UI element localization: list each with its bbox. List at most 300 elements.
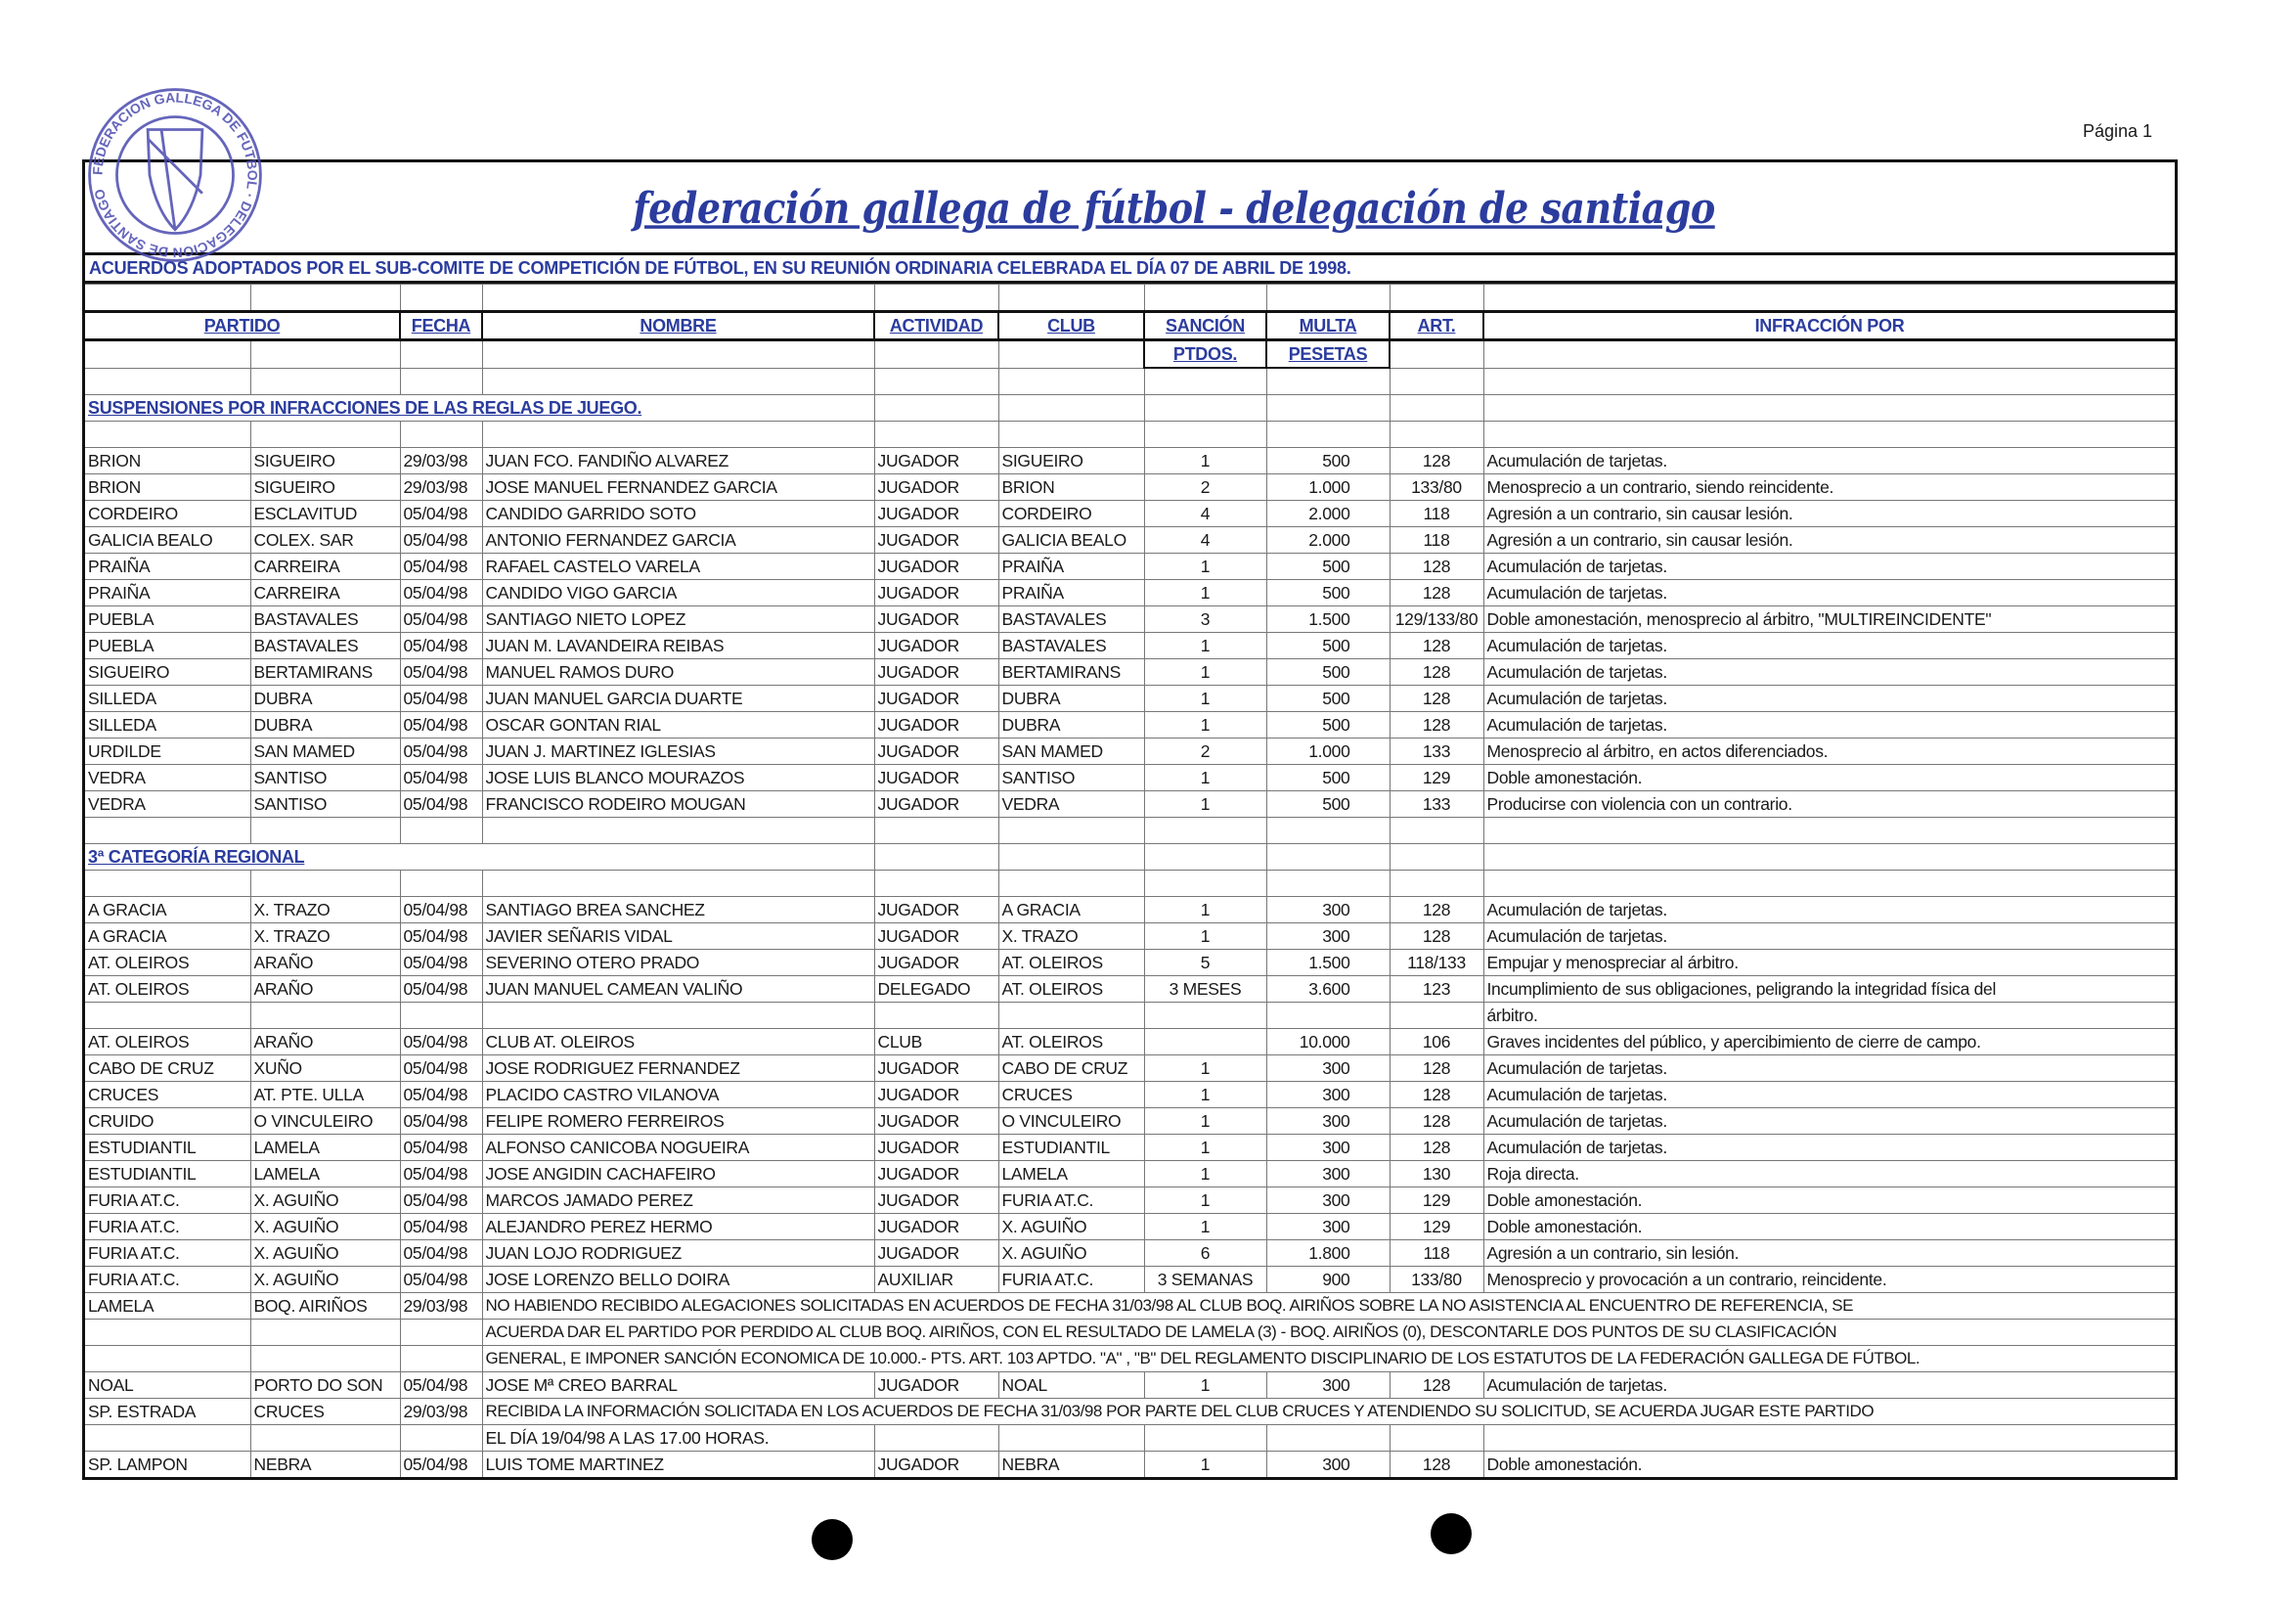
table-row	[85, 1399, 2175, 1425]
cell-infraccion: Doble amonestación.	[1483, 765, 2175, 791]
cell-actividad: DELEGADO	[874, 976, 998, 1003]
cell-multa: 1.500	[1266, 950, 1390, 976]
cell-art: 106	[1390, 1029, 1483, 1055]
cell-nombre: JOSE Mª CREO BARRAL	[482, 1372, 874, 1399]
table-row	[85, 765, 2175, 791]
table-row	[85, 712, 2175, 739]
cell-sancion: 1	[1144, 686, 1266, 712]
cell-fecha	[400, 1346, 482, 1372]
cell-nombre: JUAN J. MARTINEZ IGLESIAS	[482, 739, 874, 765]
cell-partido-home: AT. OLEIROS	[85, 1029, 250, 1055]
cell-partido-away: BASTAVALES	[250, 606, 400, 633]
cell-partido-away	[250, 1320, 400, 1346]
cell-club: SAN MAMED	[998, 739, 1144, 765]
cell-nombre: JUAN MANUEL CAMEAN VALIÑO	[482, 976, 874, 1003]
cell-art: 128	[1390, 659, 1483, 686]
cell-multa: 2.000	[1266, 501, 1390, 527]
cell-sancion: 1	[1144, 1452, 1266, 1479]
cell-sancion: 1	[1144, 897, 1266, 923]
table-row	[85, 501, 2175, 527]
col-sancion: SANCIÓN	[1144, 312, 1266, 340]
cell-infraccion: Acumulación de tarjetas.	[1483, 633, 2175, 659]
cell-infraccion: Doble amonestación, menosprecio al árbitro, "MULTIREINCIDENTE"	[1483, 606, 2175, 633]
title-row	[85, 162, 2175, 255]
cell-sancion: 1	[1144, 1135, 1266, 1161]
table-row	[85, 791, 2175, 818]
table-row	[85, 950, 2175, 976]
cell-infraccion: Empujar y menospreciar al árbitro.	[1483, 950, 2175, 976]
resolution-note: NO HABIENDO RECIBIDO ALEGACIONES SOLICITADAS EN ACUERDOS DE FECHA 31/03/98 AL CLUB BOQ. AIRIÑOS SOBRE LA NO ASISTENCIA AL ENCUENTRO DE REFERENCIA, SE	[482, 1293, 2175, 1320]
cell-sancion: 6	[1144, 1240, 1266, 1267]
cell-actividad: JUGADOR	[874, 448, 998, 474]
cell-club: A GRACIA	[998, 897, 1144, 923]
cell-actividad	[874, 1425, 998, 1452]
cell-nombre: EL DÍA 19/04/98 A LAS 17.00 HORAS.	[482, 1425, 874, 1452]
cell-nombre: JUAN FCO. FANDIÑO ALVAREZ	[482, 448, 874, 474]
cell-multa: 300	[1266, 1187, 1390, 1214]
cell-art: 128	[1390, 580, 1483, 606]
cell-multa: 1.500	[1266, 606, 1390, 633]
cell-art: 118	[1390, 1240, 1483, 1267]
cell-sancion: 1	[1144, 554, 1266, 580]
cell-partido-away: ARAÑO	[250, 950, 400, 976]
cell-partido-home: SP. ESTRADA	[85, 1399, 250, 1425]
cell-fecha: 05/04/98	[400, 950, 482, 976]
cell-fecha	[400, 1320, 482, 1346]
cell-infraccion	[1483, 1425, 2175, 1452]
cell-fecha: 05/04/98	[400, 1161, 482, 1187]
cell-nombre: MANUEL RAMOS DURO	[482, 659, 874, 686]
cell-multa: 300	[1266, 1372, 1390, 1399]
cell-sancion: 1	[1144, 1055, 1266, 1082]
cell-club	[998, 1425, 1144, 1452]
cell-infraccion: Acumulación de tarjetas.	[1483, 897, 2175, 923]
cell-sancion: 1	[1144, 765, 1266, 791]
cell-art: 129	[1390, 1187, 1483, 1214]
cell-club: X. TRAZO	[998, 923, 1144, 950]
cell-partido-home: A GRACIA	[85, 923, 250, 950]
cell-actividad: JUGADOR	[874, 897, 998, 923]
cell-actividad: JUGADOR	[874, 659, 998, 686]
header-row	[85, 312, 2175, 340]
section-title: 3ª CATEGORÍA REGIONAL	[85, 844, 874, 871]
cell-partido-home: PRAIÑA	[85, 580, 250, 606]
cell-nombre: JUAN MANUEL GARCIA DUARTE	[482, 686, 874, 712]
cell-sancion: 1	[1144, 1372, 1266, 1399]
cell-partido-away: X. TRAZO	[250, 923, 400, 950]
cell-sancion	[1144, 1425, 1266, 1452]
cell-sancion: 1	[1144, 791, 1266, 818]
cell-sancion: 1	[1144, 1082, 1266, 1108]
section-title: SUSPENSIONES POR INFRACCIONES DE LAS REGLAS DE JUEGO.	[85, 395, 874, 422]
cell-infraccion: Agresión a un contrario, sin lesión.	[1483, 1240, 2175, 1267]
cell-art	[1390, 1003, 1483, 1029]
table-row	[85, 1161, 2175, 1187]
cell-fecha: 05/04/98	[400, 659, 482, 686]
cell-actividad: JUGADOR	[874, 712, 998, 739]
cell-fecha: 05/04/98	[400, 1214, 482, 1240]
cell-nombre: SANTIAGO NIETO LOPEZ	[482, 606, 874, 633]
cell-nombre: FELIPE ROMERO FERREIROS	[482, 1108, 874, 1135]
cell-fecha: 05/04/98	[400, 739, 482, 765]
cell-infraccion: Producirse con violencia con un contrario.	[1483, 791, 2175, 818]
cell-sancion: 1	[1144, 1108, 1266, 1135]
table-row	[85, 1214, 2175, 1240]
cell-fecha: 05/04/98	[400, 791, 482, 818]
cell-art: 128	[1390, 686, 1483, 712]
cell-partido-home: FURIA AT.C.	[85, 1214, 250, 1240]
cell-partido-home	[85, 1425, 250, 1452]
cell-nombre: JUAN LOJO RODRIGUEZ	[482, 1240, 874, 1267]
cell-partido-home: AT. OLEIROS	[85, 976, 250, 1003]
cell-art: 128	[1390, 1055, 1483, 1082]
cell-nombre: LUIS TOME MARTINEZ	[482, 1452, 874, 1479]
cell-infraccion: Acumulación de tarjetas.	[1483, 923, 2175, 950]
cell-partido-away: X. AGUIÑO	[250, 1214, 400, 1240]
cell-multa: 1.000	[1266, 474, 1390, 501]
cell-partido-home	[85, 1003, 250, 1029]
cell-sancion: 1	[1144, 659, 1266, 686]
cell-infraccion: Doble amonestación.	[1483, 1214, 2175, 1240]
cell-partido-away: NEBRA	[250, 1452, 400, 1479]
cell-art	[1390, 1425, 1483, 1452]
table-row	[85, 686, 2175, 712]
cell-art: 133	[1390, 791, 1483, 818]
cell-club: NEBRA	[998, 1452, 1144, 1479]
spacer-row	[85, 285, 2175, 312]
cell-partido-away	[250, 1003, 400, 1029]
cell-actividad: JUGADOR	[874, 474, 998, 501]
cell-multa: 300	[1266, 1108, 1390, 1135]
cell-club: DUBRA	[998, 712, 1144, 739]
cell-club: BASTAVALES	[998, 606, 1144, 633]
cell-infraccion: Acumulación de tarjetas.	[1483, 1372, 2175, 1399]
cell-art: 128	[1390, 1372, 1483, 1399]
cell-actividad	[874, 1003, 998, 1029]
cell-infraccion: Acumulación de tarjetas.	[1483, 659, 2175, 686]
cell-infraccion: Acumulación de tarjetas.	[1483, 580, 2175, 606]
table-row	[85, 474, 2175, 501]
cell-partido-away: BOQ. AIRIÑOS	[250, 1293, 400, 1320]
cell-actividad: JUGADOR	[874, 1108, 998, 1135]
table-row	[85, 1135, 2175, 1161]
cell-club: SANTISO	[998, 765, 1144, 791]
cell-partido-away: SIGUEIRO	[250, 448, 400, 474]
table-row	[85, 976, 2175, 1003]
cell-art: 133/80	[1390, 474, 1483, 501]
table-row	[85, 897, 2175, 923]
cell-multa: 1.800	[1266, 1240, 1390, 1267]
cell-club: FURIA AT.C.	[998, 1267, 1144, 1293]
table-row	[85, 633, 2175, 659]
cell-multa: 3.600	[1266, 976, 1390, 1003]
cell-club: BASTAVALES	[998, 633, 1144, 659]
cell-fecha: 05/04/98	[400, 633, 482, 659]
cell-nombre: JAVIER SEÑARIS VIDAL	[482, 923, 874, 950]
cell-club: DUBRA	[998, 686, 1144, 712]
cell-club: GALICIA BEALO	[998, 527, 1144, 554]
cell-partido-away: SANTISO	[250, 791, 400, 818]
table-row	[85, 739, 2175, 765]
table-row	[85, 1425, 2175, 1452]
cell-fecha: 05/04/98	[400, 527, 482, 554]
table-row	[85, 1267, 2175, 1293]
cell-infraccion: Acumulación de tarjetas.	[1483, 1135, 2175, 1161]
cell-actividad: JUGADOR	[874, 791, 998, 818]
table-row	[85, 1346, 2175, 1372]
cell-actividad: JUGADOR	[874, 1055, 998, 1082]
cell-partido-away	[250, 1346, 400, 1372]
cell-art: 130	[1390, 1161, 1483, 1187]
resolution-note: ACUERDA DAR EL PARTIDO POR PERDIDO AL CLUB BOQ. AIRIÑOS, CON EL RESULTADO DE LAMELA (3) - BOQ. AIRIÑOS (0), DESCONTARLE DOS PUNTOS DE SU CLASIFICACIÓN	[482, 1320, 2175, 1346]
cell-multa: 300	[1266, 1082, 1390, 1108]
table-row	[85, 1003, 2175, 1029]
cell-art: 129/133/80	[1390, 606, 1483, 633]
cell-sancion: 1	[1144, 1187, 1266, 1214]
cell-art: 133/80	[1390, 1267, 1483, 1293]
cell-fecha: 05/04/98	[400, 1108, 482, 1135]
cell-sancion	[1144, 1003, 1266, 1029]
cell-partido-home: ESTUDIANTIL	[85, 1135, 250, 1161]
cell-multa: 300	[1266, 1452, 1390, 1479]
cell-partido-away: XUÑO	[250, 1055, 400, 1082]
cell-partido-home: CRUIDO	[85, 1108, 250, 1135]
col-multa: MULTA	[1266, 312, 1390, 340]
cell-infraccion: Graves incidentes del público, y apercibimiento de cierre de campo.	[1483, 1029, 2175, 1055]
cell-fecha	[400, 1003, 482, 1029]
cell-nombre: ALFONSO CANICOBA NOGUEIRA	[482, 1135, 874, 1161]
cell-art: 128	[1390, 1452, 1483, 1479]
cell-infraccion: Acumulación de tarjetas.	[1483, 686, 2175, 712]
cell-partido-home: VEDRA	[85, 791, 250, 818]
cell-partido-home: CABO DE CRUZ	[85, 1055, 250, 1082]
cell-nombre: MARCOS JAMADO PEREZ	[482, 1187, 874, 1214]
cell-partido-away: BERTAMIRANS	[250, 659, 400, 686]
col-art: ART.	[1390, 312, 1483, 340]
table-row	[85, 1029, 2175, 1055]
cell-club: AT. OLEIROS	[998, 950, 1144, 976]
table-row	[85, 1055, 2175, 1082]
cell-actividad: JUGADOR	[874, 739, 998, 765]
cell-fecha: 29/03/98	[400, 1399, 482, 1425]
cell-partido-home: URDILDE	[85, 739, 250, 765]
cell-sancion: 4	[1144, 501, 1266, 527]
cell-club: SIGUEIRO	[998, 448, 1144, 474]
cell-club: AT. OLEIROS	[998, 976, 1144, 1003]
cell-sancion: 1	[1144, 580, 1266, 606]
table-row	[85, 1240, 2175, 1267]
cell-partido-away: ESCLAVITUD	[250, 501, 400, 527]
cell-sancion: 1	[1144, 448, 1266, 474]
cell-multa: 500	[1266, 791, 1390, 818]
cell-club: X. AGUIÑO	[998, 1240, 1144, 1267]
cell-actividad: JUGADOR	[874, 606, 998, 633]
cell-partido-home: PUEBLA	[85, 606, 250, 633]
cell-multa: 500	[1266, 712, 1390, 739]
table-row	[85, 923, 2175, 950]
empty-row	[85, 368, 2175, 395]
cell-fecha: 05/04/98	[400, 976, 482, 1003]
document-frame	[82, 159, 2178, 1480]
cell-sancion	[1144, 1029, 1266, 1055]
cell-multa: 500	[1266, 659, 1390, 686]
cell-actividad: JUGADOR	[874, 527, 998, 554]
cell-infraccion: Roja directa.	[1483, 1161, 2175, 1187]
cell-infraccion: Menosprecio a un contrario, siendo reincidente.	[1483, 474, 2175, 501]
cell-infraccion: Menosprecio al árbitro, en actos diferenciados.	[1483, 739, 2175, 765]
section-title-row	[85, 844, 2175, 871]
col-nombre: NOMBRE	[482, 312, 874, 340]
cell-multa: 10.000	[1266, 1029, 1390, 1055]
subtitle: ACUERDOS ADOPTADOS POR EL SUB-COMITE DE COMPETICIÓN DE FÚTBOL, EN SU REUNIÓN ORDINARIA CELEBRADA EL DÍA 07 DE ABRIL DE 1998.	[85, 255, 2175, 284]
cell-multa	[1266, 1425, 1390, 1452]
table-row	[85, 1187, 2175, 1214]
cell-actividad: JUGADOR	[874, 1372, 998, 1399]
cell-art: 128	[1390, 1082, 1483, 1108]
cell-actividad: JUGADOR	[874, 633, 998, 659]
cell-sancion: 2	[1144, 474, 1266, 501]
cell-club: O VINCULEIRO	[998, 1108, 1144, 1135]
cell-multa: 1.000	[1266, 739, 1390, 765]
cell-partido-away: DUBRA	[250, 686, 400, 712]
cell-fecha: 05/04/98	[400, 712, 482, 739]
cell-partido-away: DUBRA	[250, 712, 400, 739]
cell-actividad: JUGADOR	[874, 1187, 998, 1214]
cell-multa: 300	[1266, 1055, 1390, 1082]
cell-club: VEDRA	[998, 791, 1144, 818]
cell-actividad: CLUB	[874, 1029, 998, 1055]
resolution-note: RECIBIDA LA INFORMACIÓN SOLICITADA EN LOS ACUERDOS DE FECHA 31/03/98 POR PARTE DEL CLUB CRUCES Y ATENDIENDO SU SOLICITUD, SE ACUERDA JUGAR ESTE PARTIDO	[482, 1399, 2175, 1425]
cell-partido-home: CORDEIRO	[85, 501, 250, 527]
cell-fecha: 05/04/98	[400, 1372, 482, 1399]
cell-partido-away: CARREIRA	[250, 554, 400, 580]
cell-infraccion: Doble amonestación.	[1483, 1187, 2175, 1214]
cell-sancion: 1	[1144, 1214, 1266, 1240]
cell-club: CORDEIRO	[998, 501, 1144, 527]
cell-sancion: 1	[1144, 633, 1266, 659]
cell-club: PRAIÑA	[998, 580, 1144, 606]
empty-row	[85, 871, 2175, 897]
cell-partido-away: COLEX. SAR	[250, 527, 400, 554]
cell-fecha: 05/04/98	[400, 1082, 482, 1108]
col-sancion-sub: PTDOS.	[1144, 340, 1266, 369]
cell-infraccion: Acumulación de tarjetas.	[1483, 1082, 2175, 1108]
cell-partido-away: BASTAVALES	[250, 633, 400, 659]
cell-sancion: 3 SEMANAS	[1144, 1267, 1266, 1293]
cell-sancion: 1	[1144, 1161, 1266, 1187]
cell-nombre: JOSE LUIS BLANCO MOURAZOS	[482, 765, 874, 791]
cell-multa: 500	[1266, 448, 1390, 474]
cell-actividad: JUGADOR	[874, 580, 998, 606]
cell-fecha: 05/04/98	[400, 1029, 482, 1055]
col-actividad: ACTIVIDAD	[874, 312, 998, 340]
table-row	[85, 1320, 2175, 1346]
cell-partido-away: X. TRAZO	[250, 897, 400, 923]
cell-actividad: JUGADOR	[874, 1214, 998, 1240]
cell-infraccion: Acumulación de tarjetas.	[1483, 712, 2175, 739]
cell-infraccion: Acumulación de tarjetas.	[1483, 1108, 2175, 1135]
page-title: federación gallega de fútbol - delegación de santiago	[633, 182, 1715, 233]
cell-partido-away: O VINCULEIRO	[250, 1108, 400, 1135]
empty-row	[85, 818, 2175, 844]
cell-partido-home: PRAIÑA	[85, 554, 250, 580]
table-row	[85, 1293, 2175, 1320]
sanctions-table	[85, 284, 2175, 1480]
cell-partido-home: BRION	[85, 474, 250, 501]
cell-actividad: JUGADOR	[874, 1161, 998, 1187]
cell-club	[998, 1003, 1144, 1029]
table-row	[85, 527, 2175, 554]
cell-nombre: SEVERINO OTERO PRADO	[482, 950, 874, 976]
cell-nombre: SANTIAGO BREA SANCHEZ	[482, 897, 874, 923]
cell-club: PRAIÑA	[998, 554, 1144, 580]
cell-nombre: JOSE MANUEL FERNANDEZ GARCIA	[482, 474, 874, 501]
cell-partido-away: SIGUEIRO	[250, 474, 400, 501]
cell-art: 133	[1390, 739, 1483, 765]
cell-multa: 300	[1266, 897, 1390, 923]
empty-row	[85, 422, 2175, 448]
cell-club: ESTUDIANTIL	[998, 1135, 1144, 1161]
cell-actividad: JUGADOR	[874, 1240, 998, 1267]
cell-infraccion: Acumulación de tarjetas.	[1483, 1055, 2175, 1082]
cell-multa	[1266, 1003, 1390, 1029]
cell-infraccion: Agresión a un contrario, sin causar lesión.	[1483, 527, 2175, 554]
cell-multa: 900	[1266, 1267, 1390, 1293]
cell-art: 118/133	[1390, 950, 1483, 976]
svg-text:FEDERACION GALLEGA DE FUTBOL ·: FEDERACION GALLEGA DE FUTBOL · DELEGACION DE SANTIAGO	[89, 89, 261, 261]
cell-club: LAMELA	[998, 1161, 1144, 1187]
cell-partido-away: X. AGUIÑO	[250, 1267, 400, 1293]
cell-fecha: 05/04/98	[400, 1135, 482, 1161]
cell-actividad: JUGADOR	[874, 1082, 998, 1108]
cell-partido-home: BRION	[85, 448, 250, 474]
cell-multa: 300	[1266, 923, 1390, 950]
cell-partido-home: SP. LAMPON	[85, 1452, 250, 1479]
cell-infraccion: Menosprecio y provocación a un contrario, reincidente.	[1483, 1267, 2175, 1293]
cell-partido-away: PORTO DO SON	[250, 1372, 400, 1399]
cell-art: 129	[1390, 1214, 1483, 1240]
cell-club: BRION	[998, 474, 1144, 501]
cell-club: NOAL	[998, 1372, 1144, 1399]
cell-nombre: JOSE RODRIGUEZ FERNANDEZ	[482, 1055, 874, 1082]
cell-actividad: JUGADOR	[874, 554, 998, 580]
col-infraccion: INFRACCIÓN POR	[1483, 312, 2175, 340]
cell-infraccion: Incumplimiento de sus obligaciones, peligrando la integridad física del	[1483, 976, 2175, 1003]
cell-sancion: 5	[1144, 950, 1266, 976]
cell-nombre: ALEJANDRO PEREZ HERMO	[482, 1214, 874, 1240]
table-row	[85, 1452, 2175, 1479]
table-row	[85, 554, 2175, 580]
cell-nombre: OSCAR GONTAN RIAL	[482, 712, 874, 739]
cell-multa: 2.000	[1266, 527, 1390, 554]
cell-partido-home	[85, 1346, 250, 1372]
table-row	[85, 580, 2175, 606]
table-row	[85, 448, 2175, 474]
cell-fecha: 05/04/98	[400, 765, 482, 791]
cell-partido-away	[250, 1425, 400, 1452]
cell-sancion: 2	[1144, 739, 1266, 765]
cell-actividad: JUGADOR	[874, 923, 998, 950]
cell-partido-away: CRUCES	[250, 1399, 400, 1425]
cell-partido-home: CRUCES	[85, 1082, 250, 1108]
punch-hole	[812, 1519, 853, 1560]
cell-partido-home: FURIA AT.C.	[85, 1187, 250, 1214]
cell-fecha: 05/04/98	[400, 554, 482, 580]
cell-actividad: JUGADOR	[874, 765, 998, 791]
cell-fecha: 29/03/98	[400, 448, 482, 474]
cell-sancion: 4	[1144, 527, 1266, 554]
cell-sancion: 3	[1144, 606, 1266, 633]
